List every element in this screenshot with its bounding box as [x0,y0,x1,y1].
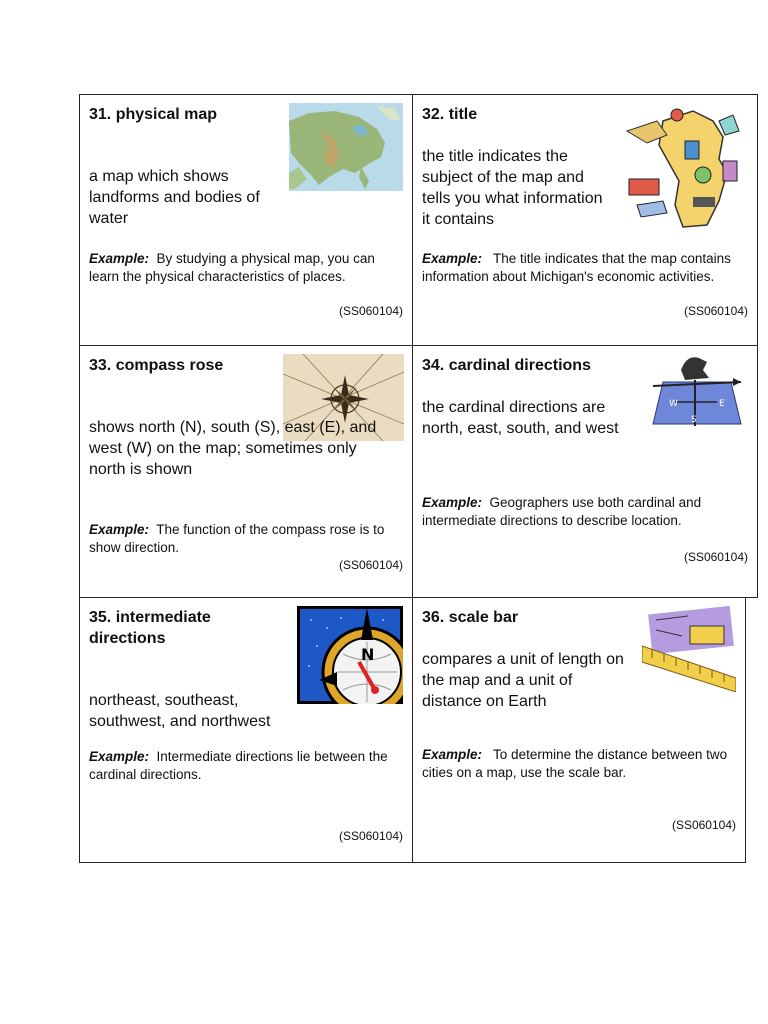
term-definition: northeast, southeast, southwest, and northwest [89,692,271,730]
svg-text:W: W [669,399,678,409]
term-title: 32. title [422,106,478,123]
example-label: Example [422,495,478,510]
standard-code: (SS060104) [683,304,748,318]
michigan-map-image [623,101,747,231]
example-sentence [89,250,403,286]
card-intermediate-directions [79,597,413,863]
weather-vane-image [645,352,747,428]
term-definition: a map which shows landforms and bodies of water [89,168,260,227]
example-sentence: Example: The function of the compass rose is to show direction. [89,522,385,555]
term-title: 33. compass rose [89,357,224,374]
term-title: 31. physical map [89,106,218,123]
example-text: To determine the distance between two cities on a map, use the scale bar. [422,747,728,780]
term-definition: the title indicates the subject of the map and tells you what information it contains [422,148,603,228]
example-label: Example [422,747,478,762]
term-title: 36. scale bar [422,609,519,626]
standard-code: (SS060104) [338,304,403,318]
term-title: 35. intermediate directions [89,609,211,647]
example-sentence: Example: Intermediate directions lie between the cardinal directions. [89,749,388,782]
standard-code: (SS060104) [338,558,403,572]
standard-code: (SS060104) [683,550,748,564]
example-text: By studying a physical map, you can learn the physical characteristics of places. [89,251,375,284]
scale-bar-image [642,606,736,692]
standard-code: (SS060104) [338,829,403,843]
example-label: Example: [422,251,483,266]
example-text: The function of the compass rose is to show direction. [89,522,385,555]
card-cardinal-directions [412,345,758,598]
example-text: The title indicates that the map contains information about Michigan's economic activities. [422,251,731,284]
term-definition: the cardinal directions are north, east, south, and west [422,399,619,437]
physical-map-image [289,103,403,191]
compass-icon-image [297,606,403,704]
term-title: 34. cardinal directions [422,357,591,374]
example-sentence [422,250,748,286]
svg-text:E: E [719,399,725,409]
example-sentence: Example: To determine the distance between two cities on a map, use the scale bar. [422,747,728,780]
example-label: Example [89,749,145,764]
term-definition: compares a unit of length on the map and a unit of distance on Earth [422,651,624,710]
example-text: Intermediate directions lie between the cardinal directions. [89,749,388,782]
example-label: Example: [89,251,150,266]
card-title [412,94,758,346]
example-sentence: Example: Geographers use both cardinal and intermediate directions to describe location. [422,495,702,528]
example-label: Example [89,522,145,537]
svg-text:S: S [691,415,697,425]
standard-code: (SS060104) [671,818,736,832]
card-scale-bar [412,597,746,863]
card-physical-map [79,94,413,346]
card-compass-rose [79,345,413,598]
example-text: Geographers use both cardinal and intermediate directions to describe location. [422,495,702,528]
compass-letter: N [361,645,375,664]
term-definition: shows north (N), south (S), east (E), and west (W) on the map; sometimes only north is shown [89,419,377,478]
